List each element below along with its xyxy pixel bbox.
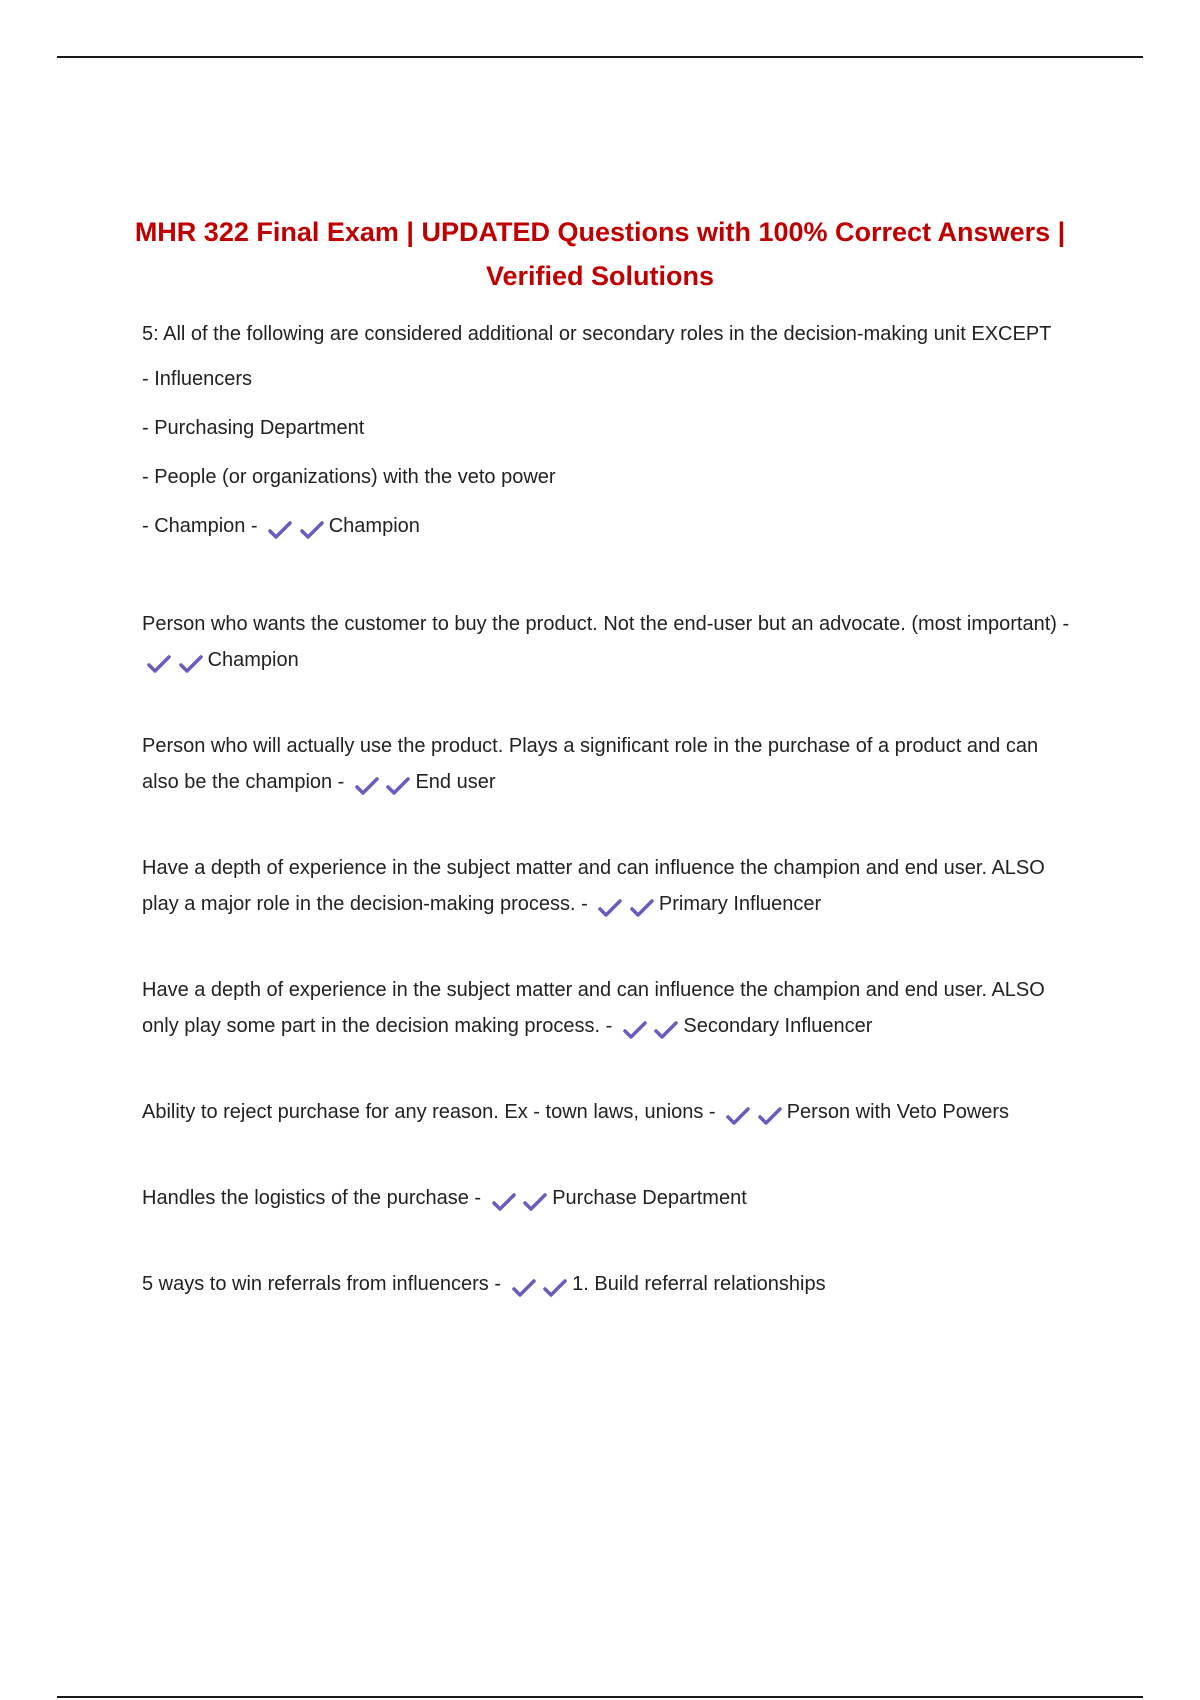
answer-text: End user [415,771,496,793]
check-icon [354,776,380,796]
option-text: - Champion - [142,515,258,537]
check-icon [725,1106,751,1126]
check-icon [146,654,172,674]
top-rule [57,56,1143,58]
check-icon [653,1020,679,1040]
double-check-icons [354,767,412,803]
qa-item [142,1266,1072,1305]
qa-item [142,972,1072,1047]
question-text: Have a depth of experience in the subject matter and can influence the champion and end user. ALSO play a major role in the decision-making process. - [142,857,1045,915]
check-icon [629,898,655,918]
check-icon [267,520,293,540]
double-check-icons [491,1183,549,1219]
option-item: - People (or organizations) with the veto power [142,466,556,488]
check-icon [757,1106,783,1126]
question-text: Handles the logistics of the purchase - [142,1187,482,1209]
question-text: Person who will actually use the product. Plays a significant role in the purchase of a product and can also be the champion - [142,735,1039,793]
check-icon [522,1192,548,1212]
double-check-icons [597,889,655,925]
check-icon [299,520,325,540]
qa-item [142,850,1072,925]
check-icon [511,1278,537,1298]
document-body [142,317,1072,1305]
double-check-icons [267,512,325,546]
double-check-icons [622,1011,680,1047]
question-prompt: 5: All of the following are considered additional or secondary roles in the decision-making unit EXCEPT [142,323,1052,345]
bottom-rule [57,1696,1143,1698]
check-icon [491,1192,517,1212]
question-text: Have a depth of experience in the subject matter and can influence the champion and end user. ALSO only play some part in the decision making process. - [142,979,1045,1037]
answer-text: Champion [207,649,299,671]
answer-text: Champion [328,515,420,537]
qa-item [142,606,1072,681]
check-icon [385,776,411,796]
double-check-icons [511,1269,569,1305]
answer-text: Purchase Department [552,1187,747,1209]
option-item: - Influencers [142,368,253,390]
check-icon [597,898,623,918]
qa-item [142,1094,1072,1133]
option-item-answered [142,509,1072,546]
check-icon [542,1278,568,1298]
question-text: Person who wants the customer to buy the product. Not the end-user but an advocate. (most important) - [142,613,1070,635]
check-icon [622,1020,648,1040]
check-icon [178,654,204,674]
qa-item [142,1180,1072,1219]
question-text: Ability to reject purchase for any reason. Ex - town laws, unions - [142,1101,716,1123]
question-text: 5 ways to win referrals from influencers - [142,1273,502,1295]
option-item: - Purchasing Department [142,417,365,439]
answer-text: 1. Build referral relationships [572,1273,826,1295]
document-title: MHR 322 Final Exam | UPDATED Questions with 100% Correct Answers | Verified Solutions [134,217,1066,291]
answer-text: Person with Veto Powers [786,1101,1010,1123]
qa-item [142,728,1072,803]
double-check-icons [725,1097,783,1133]
double-check-icons [146,645,204,681]
answer-text: Secondary Influencer [683,1015,873,1037]
answer-text: Primary Influencer [658,893,822,915]
